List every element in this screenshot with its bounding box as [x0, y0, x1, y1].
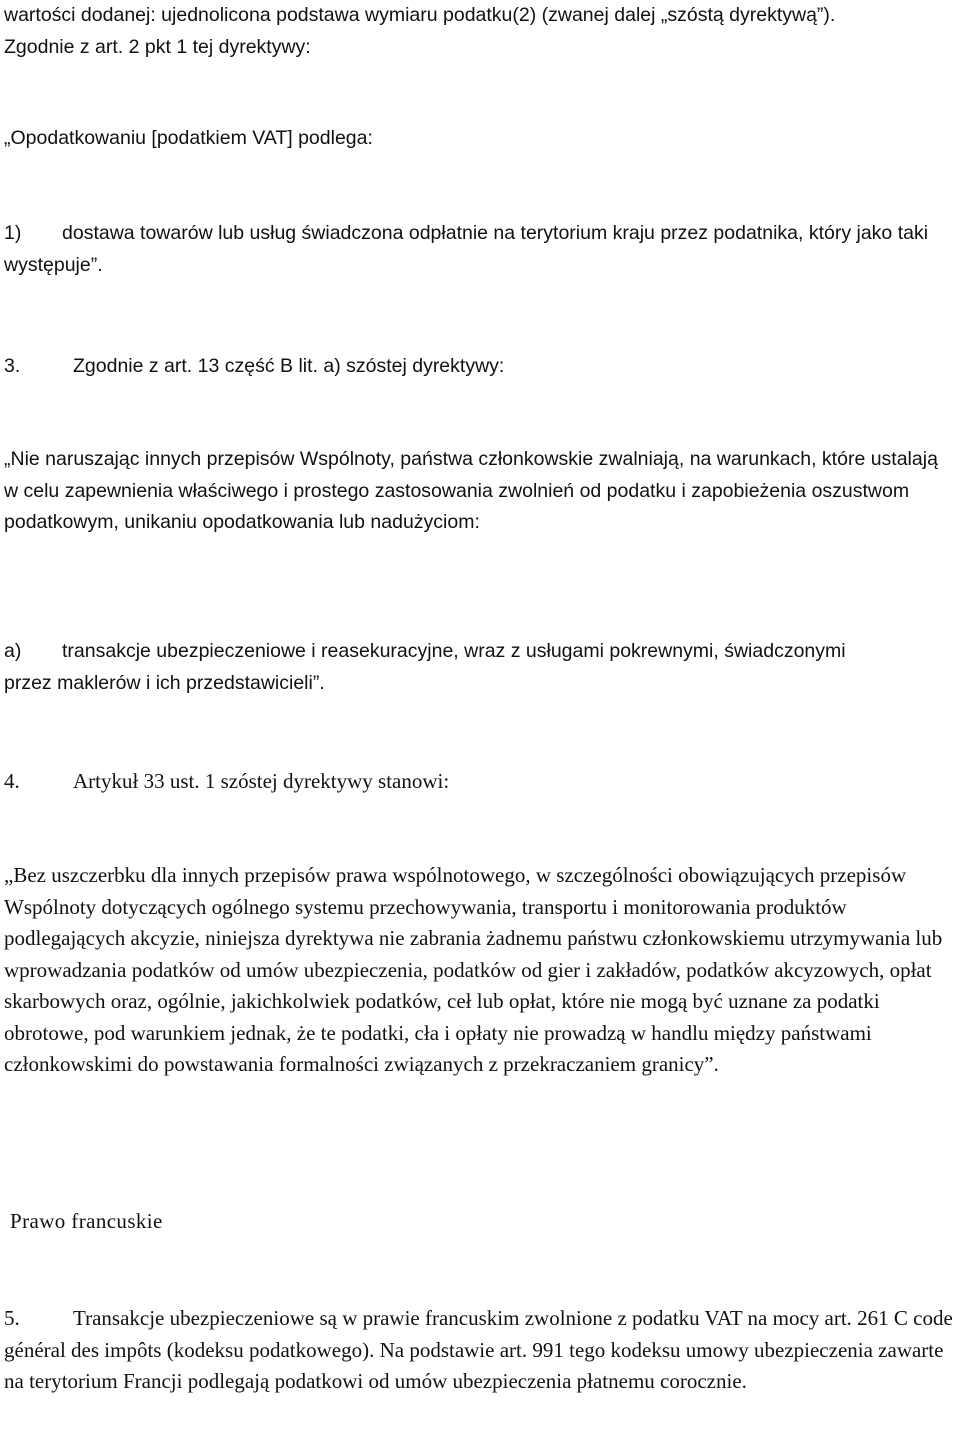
section-text: Artykuł 33 ust. 1 szóstej dyrektywy stanowi: [73, 769, 450, 793]
section-number: 4. [4, 769, 20, 793]
paragraph-quote-exemptions: „Nie naruszając innych przepisów Wspólnoty, państwa członkowskie zwalniają, na warunkach, które ustalają w celu zapewnienia właściwego i prostego zastosowania zwolnień od podatku i zapobieżenia oszustwom podatkowym, unikaniu opodatkowania lub nadużyciom: [4, 448, 938, 533]
paragraph-section-3 [4, 351, 954, 383]
section-heading: Prawo francuskie [10, 1209, 163, 1233]
section-number: 5. [4, 1306, 20, 1330]
paragraph-intro: wartości dodanej: ujednolicona podstawa wymiaru podatku(2) (zwanej dalej „szóstą dyrektywą”). Zgodnie z art. 2 pkt 1 tej dyrektywy: [4, 4, 836, 58]
section-text: Zgodnie z art. 13 część B lit. a) szóstej dyrektywy: [73, 355, 505, 377]
point-text: dostawa towarów lub usług świadczona odpłatnie na terytorium kraju przez podatnika, który jako taki występuje”. [4, 222, 929, 276]
paragraph-point-a [4, 636, 884, 699]
paragraph-section-4 [4, 766, 954, 798]
section-number: 3. [4, 355, 21, 377]
section-text: Transakcje ubezpieczeniowe są w prawie francuskim zwolnione z podatku VAT na mocy art. 261 C code général des impôts (kodeksu podatkowego). Na podstawie art. 991 tego kodeksu umowy ubezpieczenia zawarte na terytorium Francji podlegają podatkowi od umów ubezpieczenia płatnemu corocznie. [4, 1306, 953, 1393]
point-letter: a) [4, 640, 22, 662]
point-text: transakcje ubezpieczeniowe i reasekuracyjne, wraz z usługami pokrewnymi, świadczonymi przez maklerów i ich przedstawicieli”. [4, 640, 846, 694]
point-number: 1) [4, 222, 22, 244]
paragraph-point-1 [4, 218, 954, 281]
paragraph-quote-article-33: „Bez uszczerbku dla innych przepisów prawa wspólnotowego, w szczególności obowiązujących przepisów Wspólnoty dotyczących ogólnego systemu przechowywania, transportu i monitorowania produktów podlegających akcyzie, niniejsza dyrektywa nie zabrania żadnemu państwu członkowskiemu utrzymywania lub wprowadzania podatków od umów ubezpieczenia, podatków od gier i zakładów, podatków akcyzowych, opłat skarbowych oraz, ogólnie, jakichkolwiek podatków, ceł lub opłat, które nie mogą być uznane za podatki obrotowe, pod warunkiem jednak, że te podatki, cła i opłaty nie prowadzą w handlu między państwami członkowskimi do powstawania formalności związanych z przekraczaniem granicy”. [4, 863, 943, 1076]
paragraph-section-5 [4, 1303, 954, 1398]
paragraph-quote-vat: „Opodatkowaniu [podatkiem VAT] podlega: [4, 127, 373, 149]
